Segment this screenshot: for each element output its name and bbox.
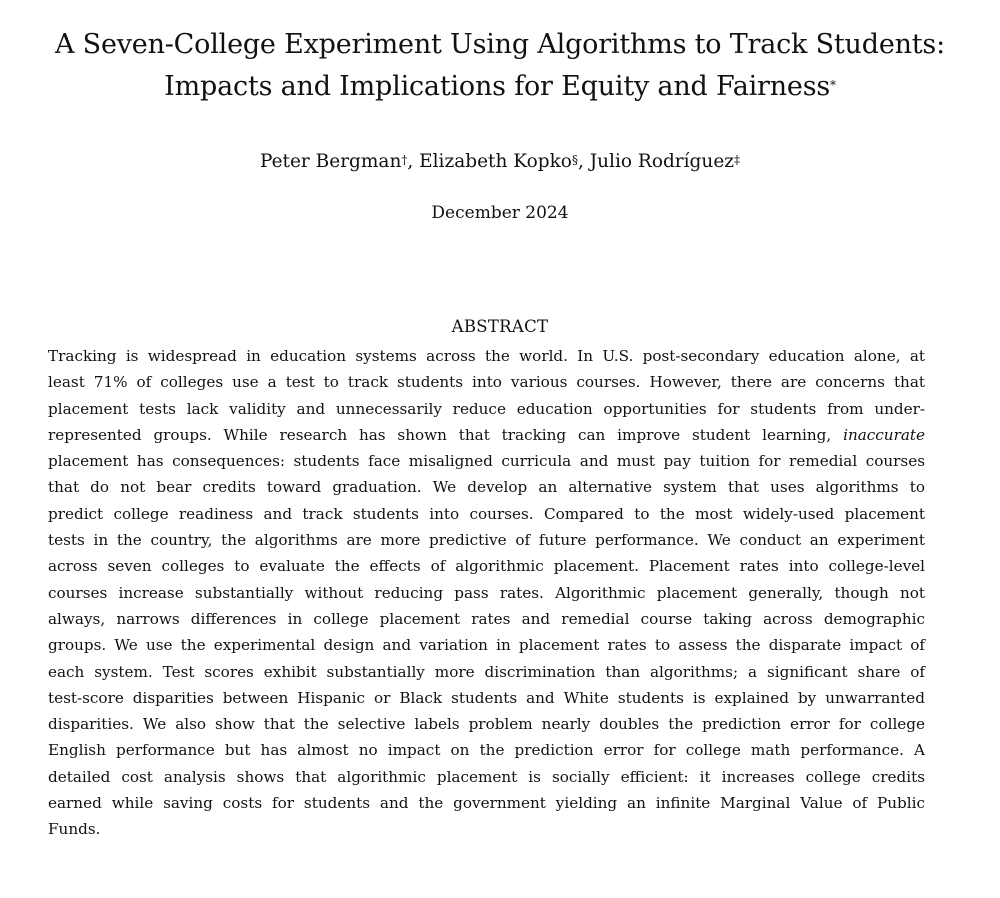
abstract-line bbox=[48, 632, 925, 658]
paper-title-line-2-text: Impacts and Implications for Equity and Fairness bbox=[164, 71, 831, 102]
abstract-line-text: English performance but has almost no impact on the prediction error for college math performance. A bbox=[48, 741, 925, 760]
abstract-line-text: test-score disparities between Hispanic or Black students and White students is explained by unwarranted bbox=[48, 688, 925, 707]
abstract-line-text: courses increase substantially without reducing pass rates. Algorithmic placement generally, though not bbox=[48, 583, 925, 602]
abstract-line bbox=[48, 553, 925, 579]
abstract-line bbox=[48, 474, 925, 500]
publication-date: December 2024 bbox=[431, 203, 569, 223]
abstract-line bbox=[48, 816, 925, 842]
abstract-line bbox=[48, 396, 925, 422]
abstract-line-text: disparities. We also show that the selective labels problem nearly doubles the prediction error for college bbox=[48, 715, 925, 734]
abstract-emphasis: inaccurate bbox=[843, 425, 925, 444]
abstract-line bbox=[48, 369, 925, 395]
title-footnote-mark: * bbox=[830, 78, 836, 92]
author-affiliation-mark: ‡ bbox=[734, 153, 741, 167]
abstract-line bbox=[48, 343, 925, 369]
paper-title bbox=[0, 24, 1000, 108]
abstract-line bbox=[48, 422, 925, 448]
abstract-line-text: that do not bear credits toward graduation. We develop an alternative system that uses algorithms to bbox=[48, 478, 925, 497]
author-name: Peter Bergman bbox=[259, 151, 402, 172]
author-separator: , bbox=[407, 151, 420, 172]
abstract-line-text: Funds. bbox=[48, 820, 101, 839]
author-affiliation-mark: § bbox=[571, 153, 578, 167]
abstract-line-text: tests in the country, the algorithms are more predictive of future performance. We conduct an experiment bbox=[48, 531, 925, 550]
author-list bbox=[0, 148, 1000, 176]
abstract-line-text: across seven colleges to evaluate the effects of algorithmic placement. Placement rates into college-level bbox=[48, 557, 925, 576]
abstract-line-text: placement has consequences: students face misaligned curricula and must pay tuition for remedial courses bbox=[48, 452, 925, 471]
abstract-line bbox=[48, 685, 925, 711]
abstract-line bbox=[48, 659, 925, 685]
abstract-line bbox=[48, 580, 925, 606]
abstract-line-text: always, narrows differences in college placement rates and remedial course taking across demographic bbox=[48, 609, 925, 628]
author-name: Julio Rodríguez bbox=[589, 151, 735, 172]
abstract-line bbox=[48, 737, 925, 763]
author-name: Elizabeth Kopko bbox=[419, 151, 572, 172]
paper-title-line-2 bbox=[0, 66, 1000, 108]
abstract-body bbox=[48, 343, 925, 843]
abstract-line-text: placement tests lack validity and unnecessarily reduce education opportunities for students from under- bbox=[48, 399, 925, 418]
paper-title-line-1: A Seven-College Experiment Using Algorithms to Track Students: bbox=[54, 29, 945, 60]
abstract-line bbox=[48, 448, 925, 474]
author-affiliation-mark: † bbox=[401, 153, 408, 167]
abstract-line-text: earned while saving costs for students and the government yielding an infinite Marginal Value of Public bbox=[48, 794, 925, 813]
abstract-line bbox=[48, 790, 925, 816]
abstract-line-text: each system. Test scores exhibit substantially more discrimination than algorithms; a significant share of bbox=[48, 662, 925, 681]
abstract-line-text: represented groups. While research has shown that tracking can improve student learning, bbox=[48, 425, 844, 444]
abstract-line-text: predict college readiness and track students into courses. Compared to the most widely-used placement bbox=[48, 504, 925, 523]
abstract-line-text: Tracking is widespread in education systems across the world. In U.S. post-secondary education alone, at bbox=[48, 347, 925, 365]
abstract-heading: ABSTRACT bbox=[451, 317, 549, 336]
abstract-line-text: detailed cost analysis shows that algorithmic placement is socially efficient: it increases college credits bbox=[48, 767, 925, 786]
abstract-line bbox=[48, 501, 925, 527]
abstract-line bbox=[48, 606, 925, 632]
author-separator: , bbox=[577, 151, 590, 172]
abstract-line bbox=[48, 527, 925, 553]
abstract-line-text: groups. We use the experimental design and variation in placement rates to assess the disparate impact of bbox=[48, 636, 925, 655]
abstract-line bbox=[48, 764, 925, 790]
abstract-line bbox=[48, 711, 925, 737]
abstract-line-text: least 71% of colleges use a test to track students into various courses. However, there are concerns that bbox=[48, 373, 925, 392]
